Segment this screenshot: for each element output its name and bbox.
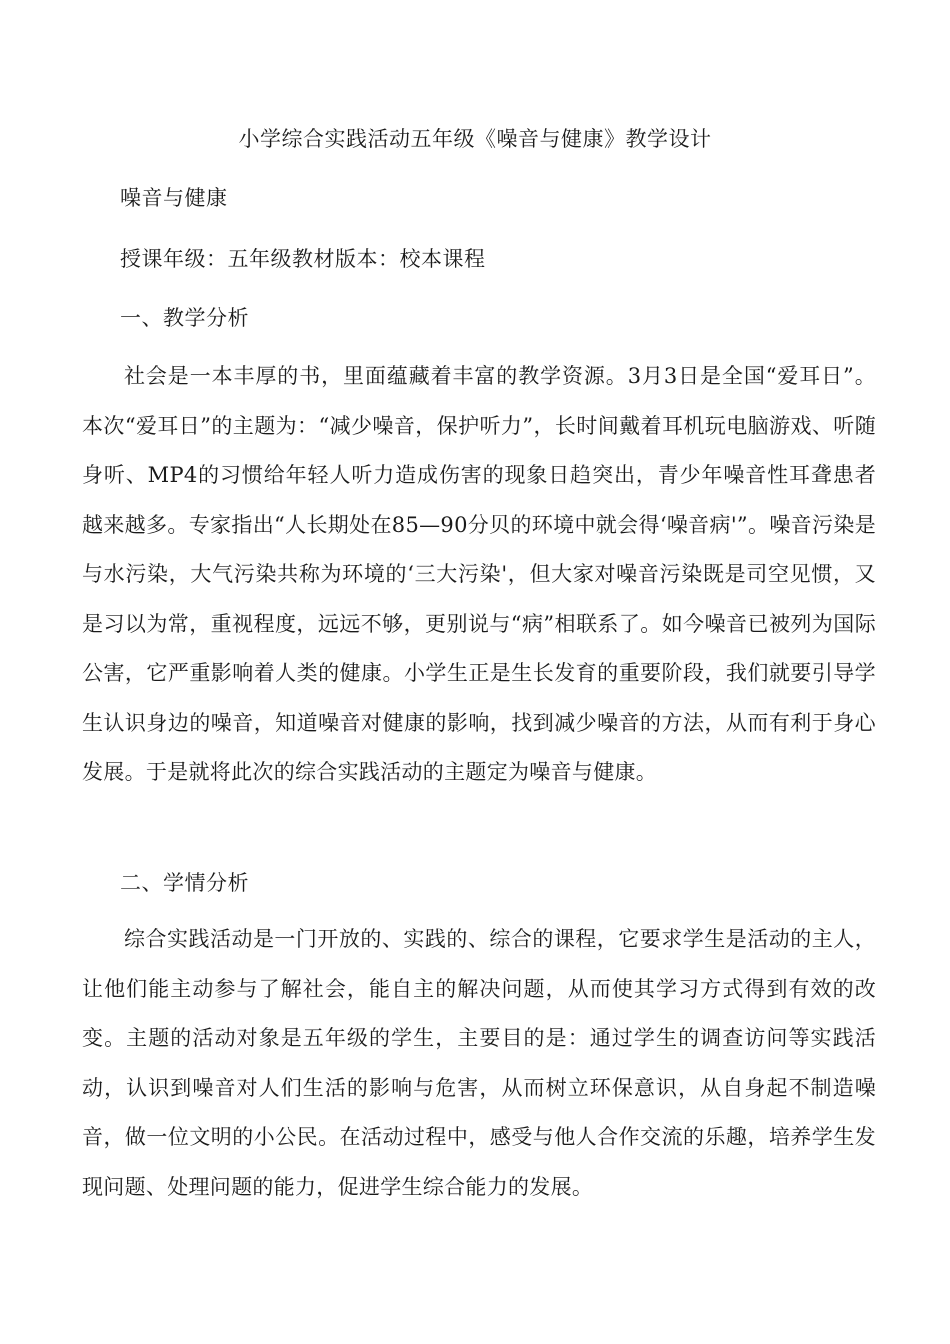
section-body-student-analysis: 综合实践活动是一门开放的、实践的、综合的课程，它要求学生是活动的主人，让他们能主动参与了解社会，能自主的解决问题，从而使其学习方式得到有效的改变。主题的活动对象是五年级的学生，主要目的是：通过学生的调查访问等实践活动，认识到噪音对人们生活的影响与危害，从而树立环保意识，从自身起不制造噪音，做一位文明的小公民。在活动过程中，感受与他人合作交流的乐趣，培养学生发现问题、处理问题的能力，促进学生综合能力的发展。 [82, 927, 876, 1199]
lesson-subtitle: 噪音与健康 [120, 186, 228, 210]
document-title: 小学综合实践活动五年级《噪音与健康》教学设计 [238, 127, 712, 151]
section-heading-teaching-analysis: 一、教学分析 [120, 306, 249, 330]
section-body-teaching-analysis: 社会是一本丰厚的书，里面蕴藏着丰富的教学资源。3月3日是全国“爱耳日”。本次“爱耳日”的主题为：“减少噪音，保护听力”，长时间戴着耳机玩电脑游戏、听随身听、MP4的习惯给年轻人听力造成伤害的现象日趋突出，青少年噪音性耳聋患者越来越多。专家指出“人长期处在85—90分贝的环境中就会得‘噪音病'”。噪音污染是与水污染，大气污染共称为环境的‘三大污染'，但大家对噪音污染既是司空见惯，又是习以为常，重视程度，远远不够，更别说与“病”相联系了。如今噪音已被列为国际公害，它严重影响着人类的健康。小学生正是生长发育的重要阶段，我们就要引导学生认识身边的噪音，知道噪音对健康的影响，找到减少噪音的方法，从而有利于身心发展。于是就将此次的综合实践活动的主题定为噪音与健康。 [82, 364, 876, 784]
section-heading-student-analysis: 二、学情分析 [120, 871, 249, 895]
lesson-meta: 授课年级：五年级教材版本：校本课程 [120, 247, 486, 271]
